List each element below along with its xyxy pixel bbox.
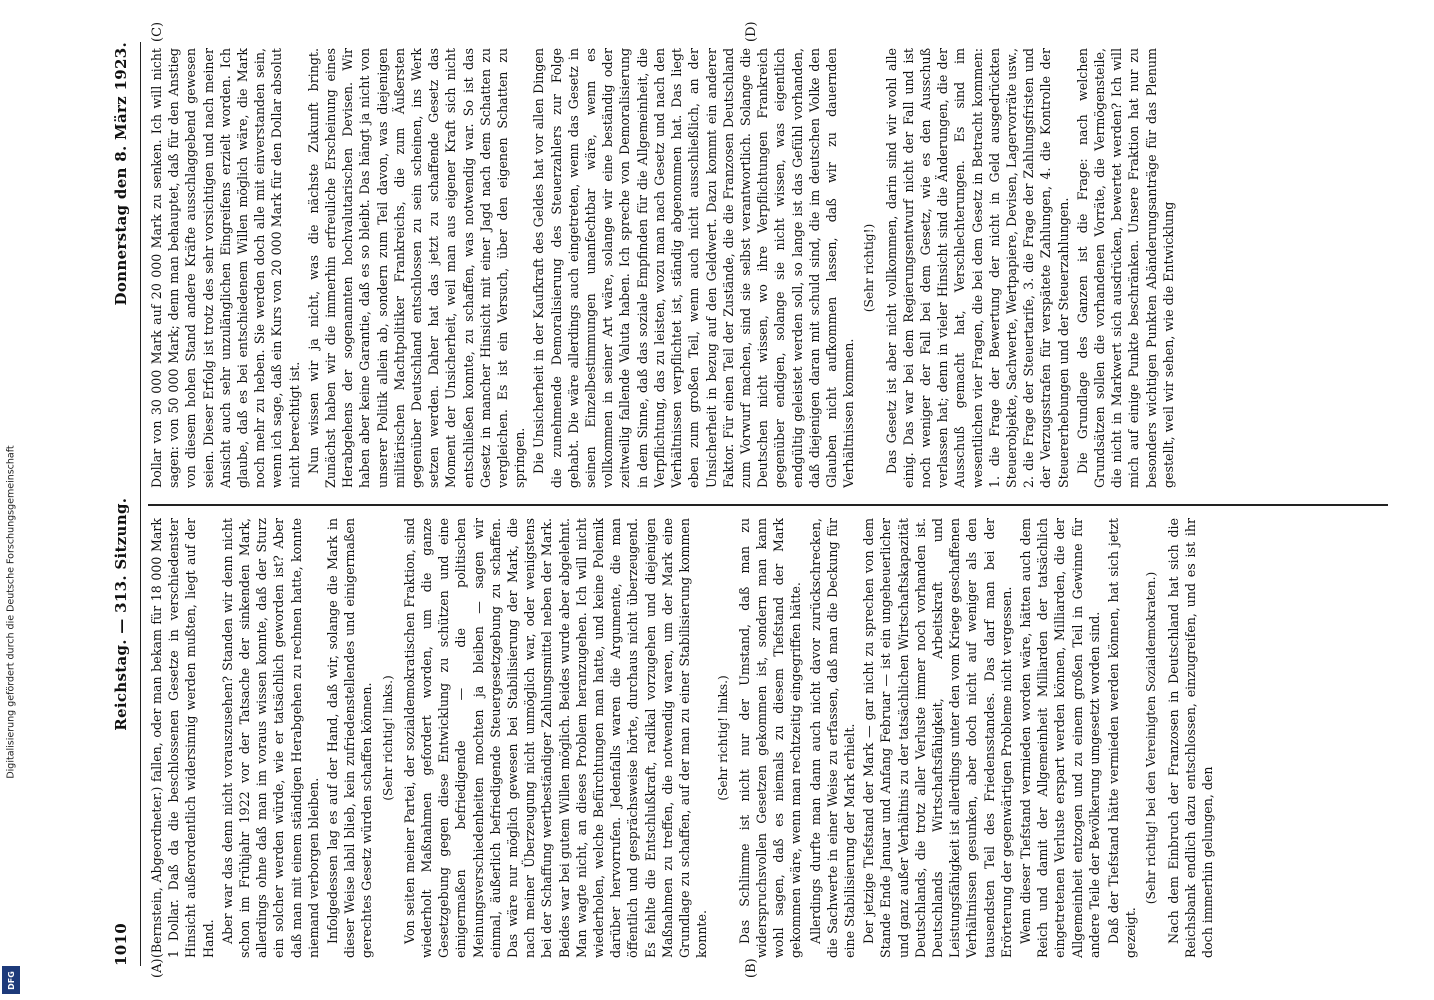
margin-marker-d: (D)	[744, 21, 759, 42]
paragraph: Das Gesetz ist aber nicht vollkommen, darin sind wir wohl alle einig. Das war bei dem Regierungsentwurf nicht der Fall und ist noch weniger der Fall bei dem Gesetz, wie es den Ausschuß verlassen hat; denn in vieler Hinsicht sind die Änderungen, die der Ausschuß gemacht hat, Verschlechterungen. Es sind im wesentlichen vier Fragen, die bei dem Gesetz in Betracht kommen: 1. die Frage der Bewertung der nicht in Geld ausgedrückten Steuerobjekte, Sachwerte, Wertpapiere, Devisen, Lagervorräte usw., 2. die Frage der Steuertarife, 3. die Frage der Zahlungsfristen und der Verzugsstrafen für verspätete Zahlungen, 4. die Kontrolle der Steuererhebungen und der Steuerzahlungen.	[883, 48, 1071, 488]
paragraph: Infolgedessen lag es auf der Hand, daß wir, solange die Mark in dieser Weise labil blieb, kein zufriedenstellendes und einigermaßen gerechtes Gesetz würden schaffen können.	[325, 518, 375, 958]
paragraph: (Bernstein, Abgeordneter.) fallen, oder man bekam für 18 000 Mark 1 Dollar. Daß da die beschlossenen Gesetze in verschiedenster Hinsicht außerordentlich widersinnig werden mußten, liegt auf der Hand.	[149, 518, 216, 958]
paragraph: Der jetzige Tiefstand der Mark — gar nicht zu sprechen von dem Stande Ende Januar und Anfang Februar — ist ein ungeheuerlicher und ganz außer Verhältnis zu der tatsächlichen Wirtschaftskapazität Deutschlands, die trotz aller Verluste immer noch vorhanden ist. Deutschlands Wirtschaftsfähigkeit, Arbeitskraft und Leistungsfähigkeit ist allerdings unter den vom Kriege geschaffenen Verhältnissen gesunken, aber doch nicht auf weniger als den tausendsten Teil des Friedensstandes. Das darf man bei der Erörterung der gegenwärtigen Probleme nicht vergessen.	[861, 518, 1014, 958]
paragraph: Aber war das denn nicht vorauszusehen? Standen wir denn nicht schon im Frühjahr 1922 vor der Tatsache der sinkenden Mark, allerdings ohne daß man im voraus wissen konnte, daß der Sturz ein solcher werden würde, wie er tatsächlich geworden ist? Aber daß man mit einem ständigen Herabgehen zu rechnen hatte, konnte niemand verborgen bleiben.	[219, 518, 321, 958]
page-header	[112, 42, 141, 966]
paragraph: Nun wissen wir ja nicht, was die nächste Zukunft bringt. Zunächst haben wir die immerhin erfreuliche Erscheinung eines Herabgehens der sogenannten hochvalutarischen Devisen. Wir haben aber keine Garantie, daß es so bleibt. Das hängt ja nicht von unserer Politik allein ab, sondern zum Teil davon, was diejenigen militärischen Machtpolitiker Frankreichs, die zum Äußersten gegenüber Deutschland entschlossen zu sein scheinen, ins Werk setzen werden. Daher hat das jetzt zu schaffende Gesetz das Moment der Unsicherheit, weil man aus eigener Kraft sich nicht entschließen konnte, zu schaffen, was notwendig war. So ist das Gesetz in mancher Hinsicht mit einer Jagd nach dem Schatten zu vergleichen. Es ist ein Versuch, über den eigenen Schatten zu springen.	[305, 48, 528, 488]
dfg-logo	[2, 966, 20, 994]
interjection: (Sehr richtig! links.)	[380, 675, 395, 801]
paragraph: Von seiten meiner Partei, der sozialdemokratischen Fraktion, sind wiederholt Maßnahmen gefordert worden, um die ganze Gesetzgebung gegen diese Entwicklung zu schützen und eine einigermaßen befriedigende — die politischen Meinungsverschiedenheiten mochten ja bleiben — sagen wir einmal, äußerlich befriedigende Steuergesetzgebung zu schaffen. Das wäre nur möglich gewesen bei Stabilisierung der Mark, die nach meiner Überzeugung nicht unmöglich war, oder wenigstens bei der Schaffung wertbeständiger Zahlungsmittel neben der Mark. Beides war bei gutem Willen möglich. Beides wurde aber abgelehnt. Man wagte nicht, an dieses Problem heranzugehen. Ich will nicht wiederholen, welche Befürchtungen man hatte, und keine Polemik darüber hervorrufen. Jedenfalls waren die Argumente, die man öffentlich und gesprächsweise hörte, durchaus nicht überzeugend. Es fehlte die Entschlußkraft, radikal vorzugehen und diejenigen Maßnahmen zu treffen, die notwendig waren, um der Mark eine Grundlage zu schaffen, auf der man zu einer Stabilisierung kommen konnte.	[401, 518, 710, 958]
footer-strip	[0, 0, 22, 1000]
margin-marker-c: (C)	[150, 21, 165, 42]
paragraph: Die Unsicherheit in der Kaufkraft des Geldes hat vor allen Dingen die zunehmende Demoralisierung des Steuerzahlers zur Folge gehabt. Die wäre allerdings auch eingetreten, wenn das Gesetz in seinen Einzelbestimmungen unanfechtbar wäre, wenn es vollkommen in seiner Art wäre, solange wir eine beständig oder zeitweilig fallende Valuta haben. Ich spreche von Demoralisierung in dem Sinne, daß das soziale Empfinden für die Allgemeinheit, die Verpflichtung, das zu leisten, wozu man nach Gesetz und nach den Verhältnissen verpflichtet ist, ständig abgenommen hat. Das liegt eben zum großen Teil, wenn auch nicht ausschließlich, an der Unsicherheit in bezug auf den Geldwert. Dazu kommt ein anderer Faktor. Für einen Teil der Zustände, die die Franzosen Deutschland zum Vorwurf machen, sind sie selbst verantwortlich. Solange die Deutschen nicht wissen, wo ihre Verpflichtungen Frankreich gegenüber endigen, solange sie nicht wissen, was eigentlich endgültig geleistet werden soll, so lange ist das Gefühl vorhanden, daß diejenigen daran mit schuld sind, die im deutschen Volke den Glauben nicht aufkommen lassen, daß wir zu dauernden Verhältnissen kommen.	[531, 48, 857, 488]
page-sheet	[104, 21, 1410, 984]
paragraph: Das Schlimme ist nicht nur der Umstand, daß man zu widerspruchsvollen Gesetzen gekommen ist, sondern man kann wohl sagen, daß es niemals zu diesem Tiefstand der Mark gekommen wäre, wenn man rechtzeitig eingegriffen hätte.	[736, 518, 804, 958]
paragraph: Wenn dieser Tiefstand vermieden worden wäre, hätten auch dem Reich und damit der Allgemeinheit Milliarden der tatsächlich eingetretenen Verluste erspart werden können, Milliarden, die der Allgemeinheit entzogen und zu einem großen Teil in Gewinne für andere Teile der Bevölkerung umgesetzt worden sind.	[1017, 518, 1102, 958]
paragraph: Die Grundlage des Ganzen ist die Frage: nach welchen Grundsätzen sollen die vorhandenen Vorräte, die Vermögensteile, die nicht in Markwert sich ausdrücken, bewertet werden? Ich will mich auf einige Punkte beschränken. Unsere Fraktion hat nur zu besonders wichtigen Punkten Abänderungsanträge für das Plenum gestellt, weil wir sehen, wie die Entwicklung	[1074, 48, 1176, 488]
paragraph: Nach dem Einbruch der Franzosen in Deutschland hat sich die Reichsbank endlich dazu entschlossen, einzugreifen, und es ist ihr doch immerhin gelungen, den	[1165, 518, 1215, 958]
margin-marker-a: (A)	[150, 958, 165, 978]
interjection: (Sehr richtig!)	[862, 223, 877, 313]
page-number: 1010	[112, 923, 130, 966]
right-column	[148, 48, 1388, 488]
paragraph: Daß der Tiefstand hätte vermieden werden können, hat sich jetzt gezeigt.	[1105, 518, 1139, 958]
session-title: Reichstag. — 313. Sitzung.	[112, 497, 130, 731]
paragraph: Allerdings durfte man dann auch nicht davor zurückschrecken, die Sachwerte in einer Weise zu erfassen, daß man die Deckung für eine Stabilisierung der Mark erhielt.	[807, 518, 857, 958]
dfg-logo-text: DFG	[6, 970, 16, 990]
scanned-page	[104, 21, 1410, 984]
digitization-note-text: Digitalisierung gefördert durch die Deutsche Forschungsgemeinschaft	[5, 445, 17, 779]
left-column	[148, 518, 1388, 958]
column-divider	[148, 505, 1388, 507]
interjection: (Sehr richtig! bei den Vereinigten Sozialdemokraten.)	[1144, 571, 1159, 905]
session-date: Donnerstag den 8. März 1923.	[112, 42, 130, 306]
margin-marker-b: (B)	[744, 958, 759, 978]
interjection: (Sehr richtig! links.)	[715, 675, 730, 801]
paragraph: Dollar von 30 000 Mark auf 20 000 Mark zu senken. Ich will nicht sagen: von 50 000 Mark; denn man behauptet, daß für den Anstieg von diesem hohen Stand andere Kräfte ausschlaggebend gewesen seien. Dieser Erfolg ist trotz des sehr vorsichtigen und nach meiner Ansicht auch sehr unzulänglichen Eingreifens erzielt worden. Ich glaube, daß es bei entschiedenem Willen möglich wäre, die Mark noch mehr zu heben. Sie werden doch alle mit einverstanden sein, wenn ich sage, daß ein Kurs von 20 000 Mark für den Dollar absolut nicht berechtigt ist.	[149, 48, 302, 488]
